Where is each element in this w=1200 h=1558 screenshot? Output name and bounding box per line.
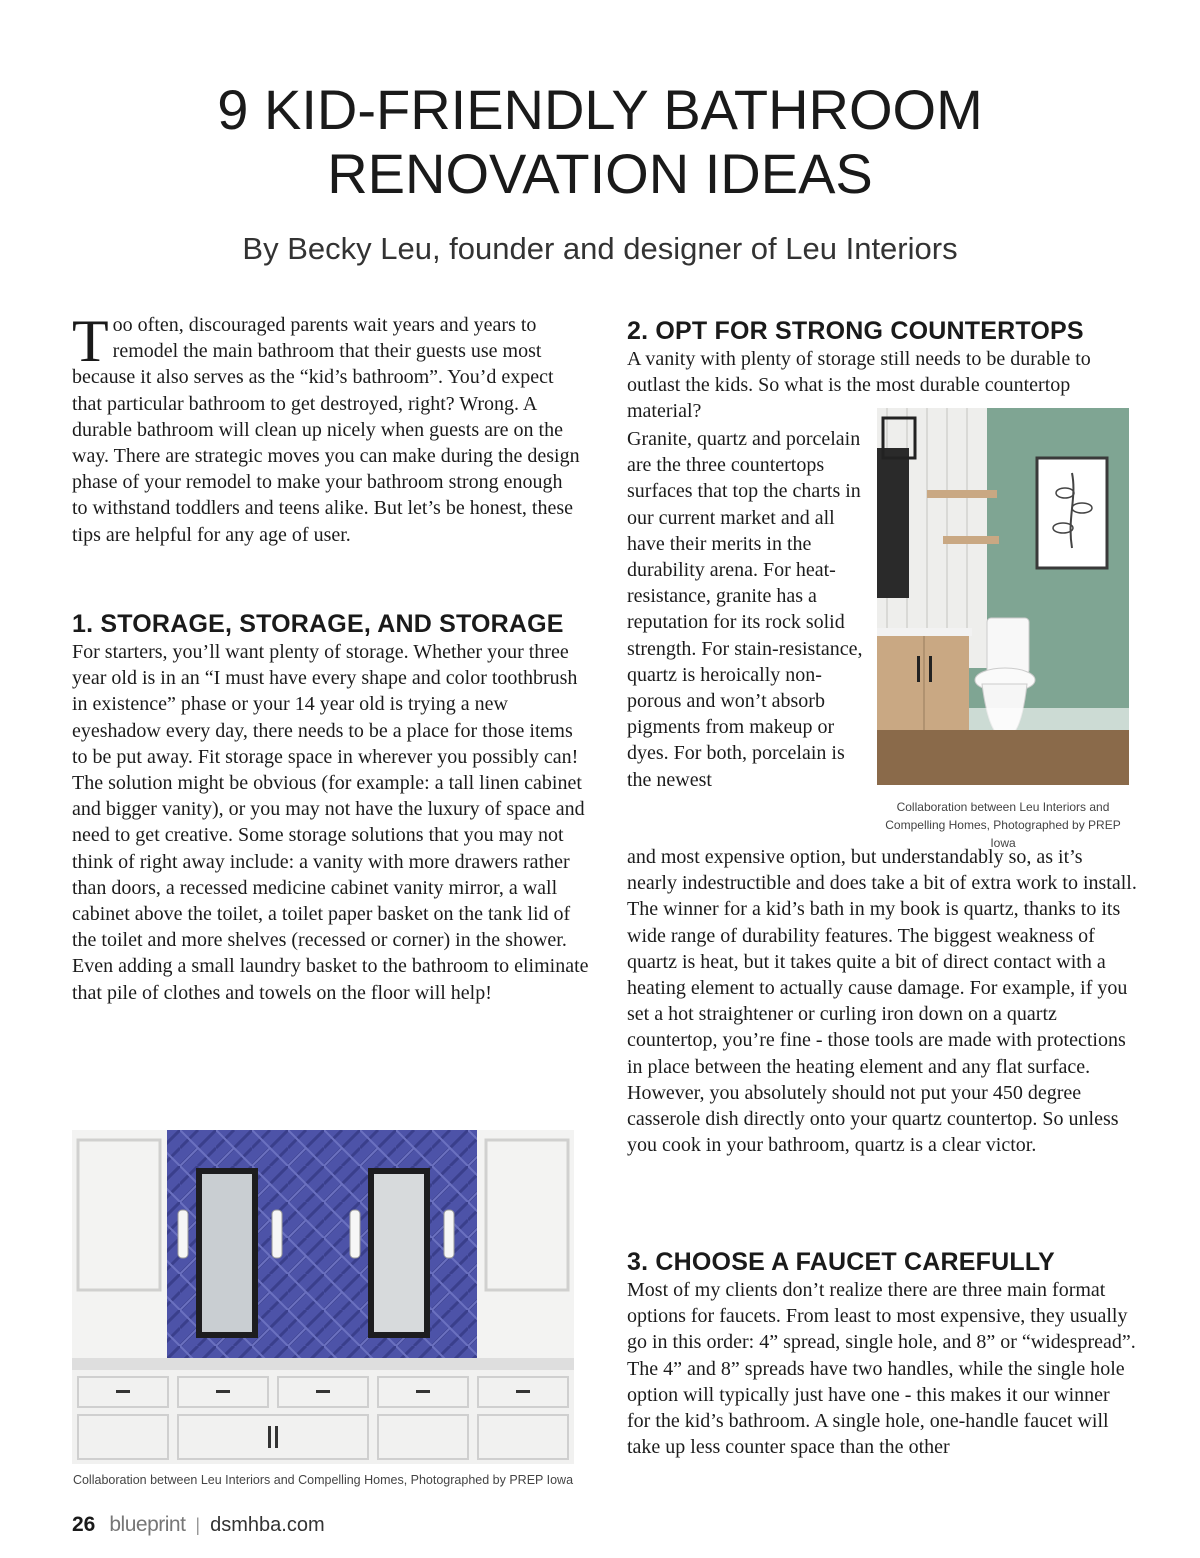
section-3-text: Most of my clients don’t realize there are three main format options for faucets. From least to most expensive, they usually go in this order: 4” spread, single hole, and 8” or “widespread”. The 4” and 8” spreads have two handles, while the single hole option will typically just have one - this makes it our winner for the kid’s bathroom. A single hole, one-handle faucet will take up less counter space than the other [627,1279,1136,1459]
website-link[interactable]: dsmhba.com [210,1514,325,1536]
byline: By Becky Leu, founder and designer of Leu Interiors [242,231,958,266]
section-2-text-c: and most expensive option, but understandably so, as it’s nearly indestructible and does take a bit of extra work to install. The winner for a kid’s bath in my book is quartz, thanks to its wide range of durability features. The biggest weakness of quartz is heat, but it takes quite a bit of direct contact with a heating element to actually cause damage. For example, if you set a hot straightener or curling iron down on a quartz countertop, you’re fine - those tools are made with protections in place between the heating element and any flat surface. However, you absolutely should not put your 450 degree casserole dish directly onto your quartz countertop. So unless you cook in your bathroom, quartz is a clear victor. [627,846,1137,1157]
photo-2-caption: Collaboration between Leu Interiors and Compelling Homes, Photographed by PREP Iowa [885,800,1121,850]
section-2-heading: 2. OPT FOR STRONG COUNTERTOPS [627,317,1084,345]
title-line-1: 9 KID-FRIENDLY BATHROOM [217,78,983,141]
section-1-text: For starters, you’ll want plenty of storage. Whether your three year old is in an “I must have every shape and color toothbrush in existence” phase or your 14 year old is trying a new eyeshadow every day, there needs to be a place for those items to be put away. Fit storage space in wherever you possibly can! The solution might be obvious (for example: a tall linen cabinet and bigger vanity), or you may not have the luxury of space and need to get creative. Some storage solutions that you may not think of right away include: a vanity with more drawers rather than doors, a recessed medicine cabinet vanity mirror, a wall cabinet above the toilet, a toilet paper basket on the tank lid of the toilet and more shelves (recessed or corner) in the shower. Even adding a small laundry basket to the bathroom to eliminate that pile of clothes and towels on the floor will help! [72,641,589,1004]
section-1-heading: 1. STORAGE, STORAGE, AND STORAGE [72,610,564,638]
page-number: 26 [72,1513,96,1536]
page-footer [72,1513,325,1537]
green-wall-bathroom-photo [877,408,1129,785]
article-title [0,78,1200,206]
footer-separator: | [195,1515,201,1535]
section-3-heading: 3. CHOOSE A FAUCET CAREFULLY [627,1248,1055,1276]
intro-text: oo often, discouraged parents wait years and years to remodel the main bathroom that their guests use most because it also serves as the “kid’s bathroom”. You’d expect that particular bathroom to get destroyed, right? Wrong. A durable bathroom will clean up nicely when guests are on the way. There are strategic moves you can make during the design phase of your remodel to make your bathroom strong enough to withstand toddlers and teens alike. But let’s be honest, these tips are helpful for any age of user. [72,314,580,546]
section-2-text-a: A vanity with plenty of storage still needs to be durable to outlast the kids. So what is the most durable countertop material? [627,348,1091,423]
photo-1-caption: Collaboration between Leu Interiors and Compelling Homes, Photographed by PREP Iowa [72,1473,574,1487]
title-line-2: RENOVATION IDEAS [327,142,873,205]
double-vanity-bathroom-photo [72,1130,574,1464]
drop-cap: T [72,308,109,374]
blueprint-logo: blueprint [109,1513,186,1536]
section-2-text-b: Granite, quartz and porcelain are the three countertops surfaces that top the charts in our current market and all have their merits in the durability arena. For heat-resistance, granite has a reputation for its rock solid strength. For stain-resistance, quartz is heroically non-porous and won’t absorb pigments from makeup or dyes. For both, porcelain is the newest [627,428,863,791]
intro-paragraph [72,308,582,548]
